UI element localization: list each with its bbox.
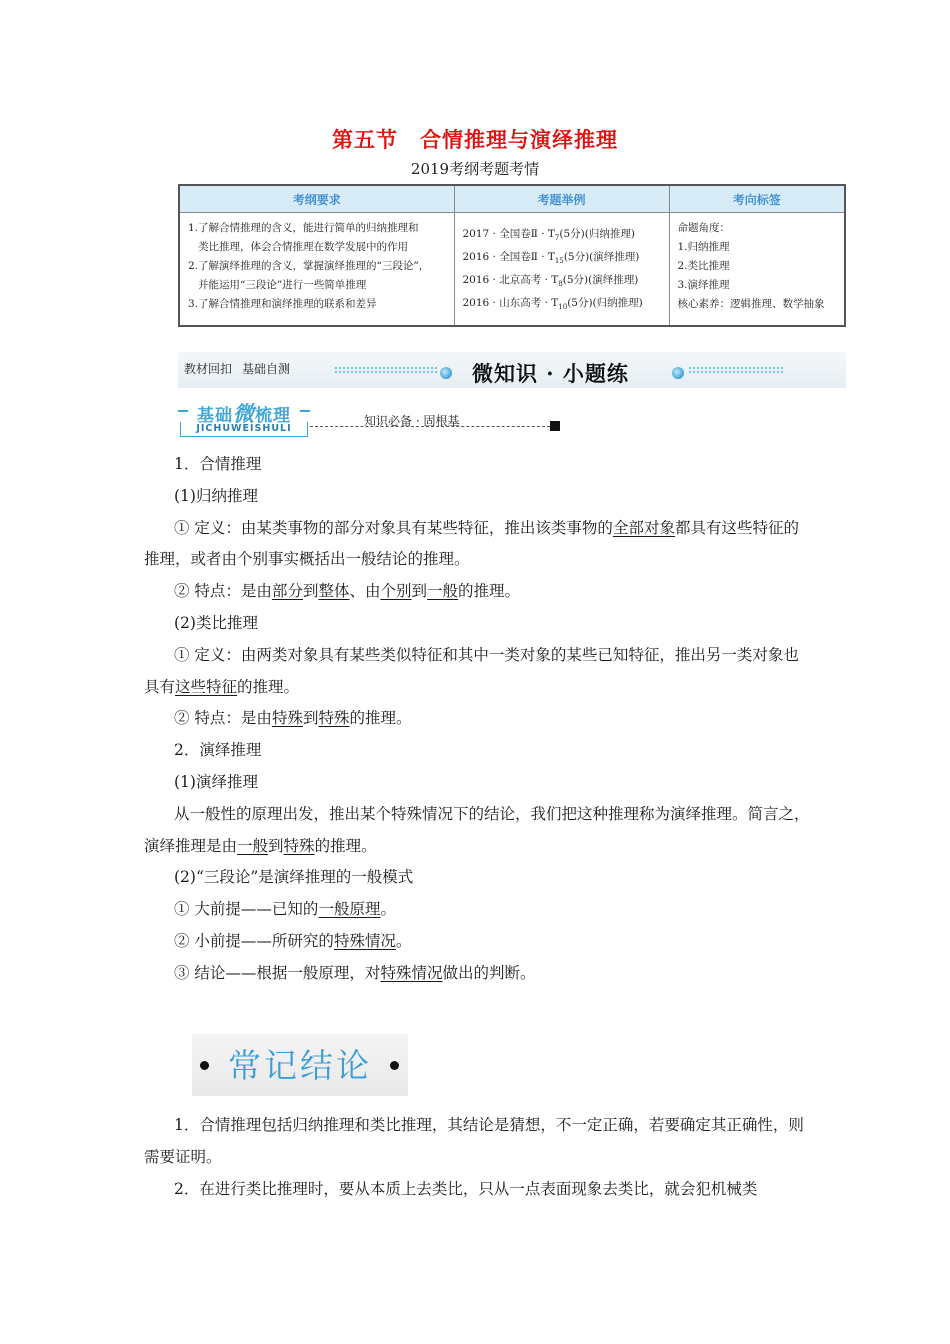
paragraph: ③ 结论——根据一般原理，对特殊情况做出的判断。: [174, 963, 536, 982]
section-title: [0, 124, 950, 154]
conclusion-content: [144, 1110, 812, 1205]
paragraph: ① 定义：由某类事物的部分对象具有某些特征，推出该类事物的全部对象都具有这些特征的推理，或者由个别事实概括出一般结论的推理。: [144, 518, 799, 569]
knowledge-content: [144, 449, 812, 990]
tag-line: 3.演绎推理: [677, 279, 730, 291]
paragraph: ② 特点：是由特殊到特殊的推理。: [174, 709, 412, 728]
heading-2-2: (2)“三段论”是演绎推理的一般模式: [174, 868, 414, 887]
requirement-line: 2.了解演绎推理的含义，掌握演绎推理的“三段论”，: [188, 260, 430, 272]
table-header-examples: 考题举例: [454, 185, 669, 213]
tag-line: 1.归纳推理: [677, 241, 730, 253]
heading-2: 2．演绎推理: [174, 741, 262, 760]
requirement-line: 类比推理，体会合情推理在数学发展中的作用: [198, 241, 408, 253]
paragraph: ① 定义：由两类对象具有某些类似特征和其中一类对象的某些已知特征，推出另一类对象也具有这些特征的推理。: [144, 645, 799, 696]
square-end-icon: [550, 421, 560, 431]
example-line: 2017 · 全国卷Ⅱ · $T_7(5$分)(归纳推理): [462, 228, 635, 243]
circle-bullet-icon: [672, 367, 684, 379]
requirement-line: 并能运用“三段论”进行一些简单推理: [198, 279, 367, 291]
heading-2-1: (1)演绎推理: [174, 772, 258, 791]
badge-tagline: 知识必备 · 固根基: [364, 414, 460, 428]
tag-line: 核心素养：逻辑推理、数学抽象: [677, 298, 825, 310]
heading-1-1: (1)归纳推理: [174, 486, 258, 505]
paragraph: 从一般性的原理出发，推出某个特殊情况下的结论，我们把这种推理称为演绎推理。简言之，演绎推理是由一般到特殊的推理。: [144, 804, 810, 855]
basics-badge: [178, 398, 310, 438]
banner-left-label: 教材回扣 基础自测: [184, 362, 291, 376]
heading-1-2: (2)类比推理: [174, 613, 258, 632]
example-line: 2016 · 山东高考 · $T_{10}(5$分)(归纳推理): [462, 297, 643, 312]
conclusion-heading: 常记结论: [228, 1046, 372, 1085]
example-line: 2016 · 北京高考 · $T_8(5$分)(演绎推理): [462, 274, 639, 289]
paragraph: ① 大前提——已知的一般原理。: [174, 900, 396, 919]
exam-syllabus-table: [178, 184, 846, 327]
requirement-line: 1.了解合情推理的含义，能进行简单的归纳推理和: [188, 222, 419, 234]
circle-bullet-icon: [440, 367, 452, 379]
dashed-divider: [310, 426, 550, 427]
tag-line: 命题角度：: [677, 222, 730, 234]
section-number: 第五节: [332, 128, 398, 152]
conclusion-paragraph: 1．合情推理包括归纳推理和类比推理，其结论是猜想，不一定正确，若要确定其正确性，则需要证明。: [144, 1116, 804, 1166]
paragraph: ② 小前提——所研究的特殊情况。: [174, 931, 412, 950]
conclusion-heading-box: [192, 1034, 408, 1096]
conclusion-paragraph: 2．在进行类比推理时，要从本质上去类比，只从一点表面现象去类比，就会犯机械类: [174, 1179, 758, 1198]
table-header-tags: 考向标签: [669, 185, 845, 213]
example-line: 2016 · 全国卷Ⅱ · $T_{15}(5$分)(演绎推理): [462, 251, 640, 266]
dotted-decoration: [688, 366, 784, 374]
dotted-decoration: [334, 366, 438, 374]
examples-cell: [454, 213, 669, 327]
dot-icon: [390, 1061, 399, 1070]
dot-icon: [200, 1061, 209, 1070]
section-name: 合情推理与演绎推理: [420, 128, 618, 152]
requirement-line: 3.了解合情推理和演绎推理的联系和差异: [188, 298, 377, 310]
section-banner: [178, 352, 846, 388]
requirements-cell: [179, 213, 454, 327]
badge-title: 基础微梳理: [197, 402, 291, 426]
banner-title: 微知识 · 小题练: [472, 361, 629, 386]
table-header-requirements: 考纲要求: [179, 185, 454, 213]
tags-cell: [669, 213, 845, 327]
paragraph: ② 特点：是由部分到整体、由个别到一般的推理。: [174, 582, 521, 601]
tag-line: 2.类比推理: [677, 260, 730, 272]
badge-bar: [300, 410, 310, 412]
subtitle: 2019考纲考题考情: [410, 160, 540, 178]
badge-pinyin: JICHUWEISHULI: [180, 422, 308, 437]
heading-1: 1．合情推理: [174, 455, 262, 473]
